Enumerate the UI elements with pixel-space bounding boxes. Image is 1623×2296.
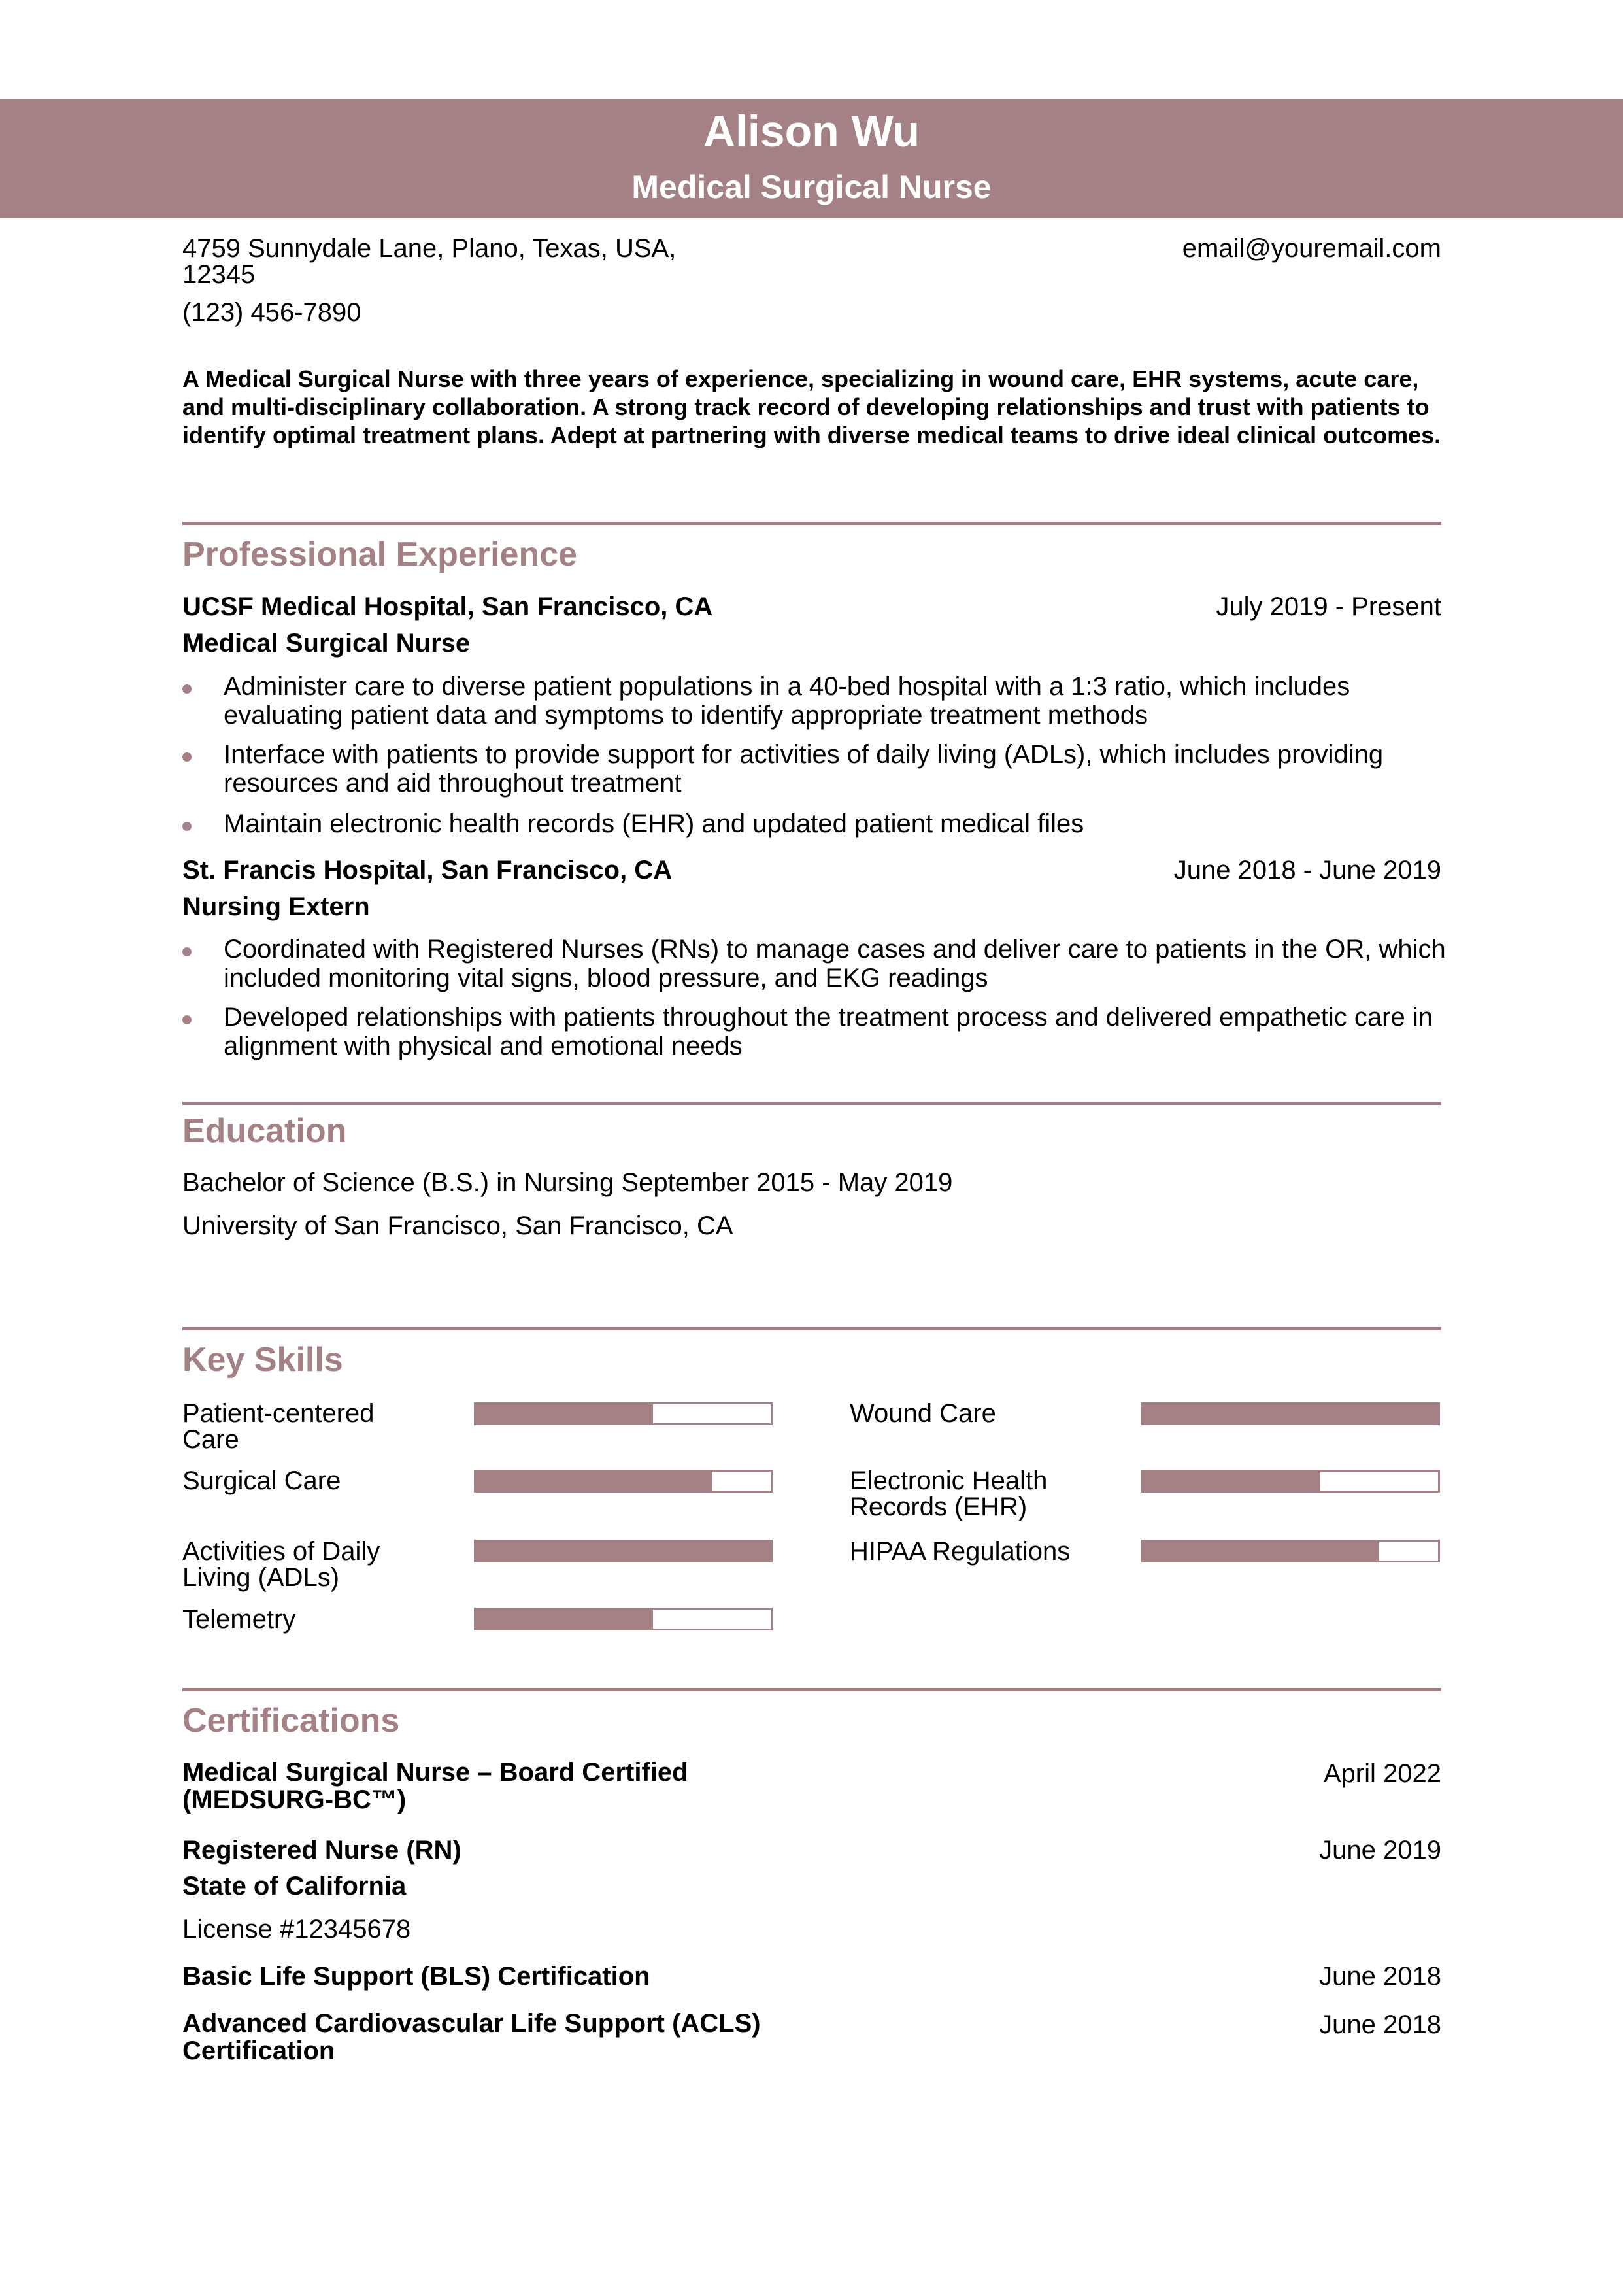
job-employer: St. Francis Hospital, San Francisco, CA <box>182 856 673 885</box>
section-divider <box>182 1688 1441 1691</box>
skill-name: Patient-centered Care <box>182 1399 375 1454</box>
cert-date: June 2018 <box>1319 2010 1441 2039</box>
education-degree: Bachelor of Science (B.S.) in Nursing September 2015 - May 2019 <box>182 1168 953 1197</box>
skill-level-bar <box>1141 1402 1440 1425</box>
candidate-name: Alison Wu <box>703 107 920 156</box>
cert-name: Basic Life Support (BLS) Certification <box>182 1962 650 1991</box>
bullet-dot-icon <box>182 822 192 831</box>
skill-level-fill <box>476 1472 712 1491</box>
education-heading: Education <box>182 1112 347 1150</box>
bullet-dot-icon <box>182 684 192 694</box>
contact-address <box>182 232 901 291</box>
bullet-dot-icon <box>182 947 192 956</box>
job-dates: July 2019 - Present <box>1216 592 1441 621</box>
cert-name: Registered Nurse (RN) <box>182 1836 461 1865</box>
job-employer: UCSF Medical Hospital, San Francisco, CA <box>182 592 713 621</box>
job-dates: June 2018 - June 2019 <box>1173 856 1441 885</box>
skill-name: HIPAA Regulations <box>850 1537 1071 1566</box>
cert-license: License #12345678 <box>182 1915 411 1944</box>
skill-level-bar <box>1141 1540 1440 1562</box>
skill-name: Telemetry <box>182 1605 296 1634</box>
skill-level-bar <box>474 1540 773 1562</box>
skill-level-fill <box>476 1542 771 1561</box>
candidate-title: Medical Surgical Nurse <box>631 169 992 205</box>
bullet-dot-icon <box>182 752 192 762</box>
section-divider <box>182 1327 1441 1330</box>
bullet-text: Interface with patients to provide support for activities of daily living (ADLs), which includes providing resources and aid throughout treatment <box>224 740 1384 798</box>
address-line2: 12345 <box>182 260 256 289</box>
professional-summary: A Medical Surgical Nurse with three years of experience, specializing in wound care, EHR systems, acute care, and multi-disciplinary collaboration. A strong track record of developing relationships and trust with patients to identify optimal treatment plans. Adept at partnering with diverse medical teams to drive ideal clinical outcomes. <box>182 365 1441 448</box>
skill-level-fill <box>1143 1542 1379 1561</box>
bullet-text: Developed relationships with patients throughout the treatment process and delivered empathetic care in alignment with physical and emotional needs <box>224 1003 1433 1060</box>
cert-date: June 2019 <box>1319 1836 1441 1865</box>
cert-name: Advanced Cardiovascular Life Support (ACLS) Certification <box>182 2009 761 2065</box>
skill-name: Electronic Health Records (EHR) <box>850 1466 1048 1521</box>
section-divider <box>182 522 1441 525</box>
skill-level-bar <box>474 1470 773 1493</box>
contact-email: email@youremail.com <box>1182 234 1441 263</box>
skill-level-bar <box>474 1402 773 1425</box>
header-banner <box>0 99 1623 218</box>
skill-level-fill <box>1143 1404 1438 1423</box>
address-line1: 4759 Sunnydale Lane, Plano, Texas, USA, <box>182 234 677 263</box>
cert-issuer: State of California <box>182 1872 407 1900</box>
bullet-dot-icon <box>182 1015 192 1024</box>
bullet-text: Coordinated with Registered Nurses (RNs) to manage cases and deliver care to patients in the OR, which included monitoring vital signs, blood pressure, and EKG readings <box>224 935 1446 992</box>
skill-name: Surgical Care <box>182 1466 341 1495</box>
certifications-heading: Certifications <box>182 1702 400 1740</box>
education-school: University of San Francisco, San Francisco, CA <box>182 1211 733 1240</box>
skill-level-fill <box>476 1610 653 1629</box>
section-divider <box>182 1102 1441 1105</box>
job-role: Medical Surgical Nurse <box>182 629 471 658</box>
skill-name: Activities of Daily Living (ADLs) <box>182 1537 380 1592</box>
skill-level-fill <box>476 1404 653 1423</box>
skill-name: Wound Care <box>850 1399 996 1428</box>
bullet-text: Maintain electronic health records (EHR) and updated patient medical files <box>224 809 1084 838</box>
bullet-text: Administer care to diverse patient populations in a 40-bed hospital with a 1:3 ratio, which includes evaluating patient data and symptoms to identify appropriate treatment methods <box>224 672 1350 730</box>
skill-level-bar <box>474 1608 773 1630</box>
cert-date: April 2022 <box>1323 1759 1441 1788</box>
skills-heading: Key Skills <box>182 1341 343 1379</box>
skill-level-bar <box>1141 1470 1440 1493</box>
contact-phone: (123) 456-7890 <box>182 298 361 327</box>
experience-heading: Professional Experience <box>182 535 578 573</box>
cert-name: Medical Surgical Nurse – Board Certified (MEDSURG-BC™) <box>182 1758 688 1814</box>
job-role: Nursing Extern <box>182 892 370 921</box>
skill-level-fill <box>1143 1472 1320 1491</box>
cert-date: June 2018 <box>1319 1962 1441 1991</box>
